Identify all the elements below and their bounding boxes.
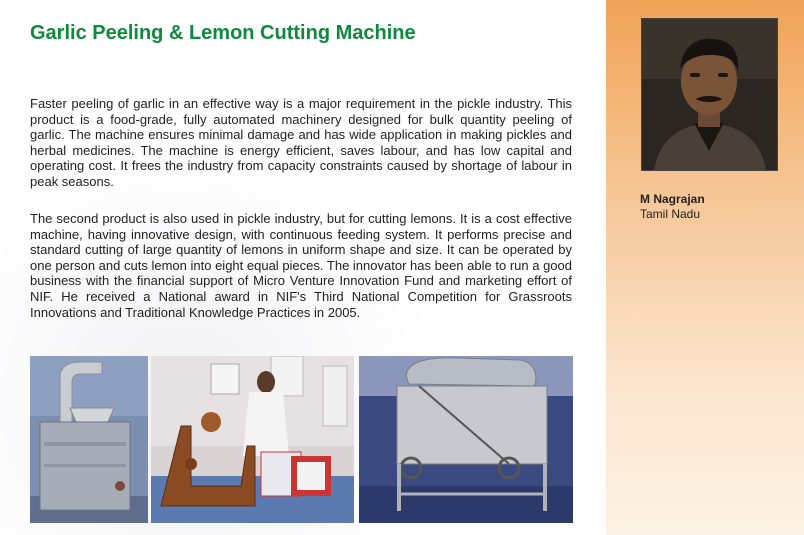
lemon-cutter-machine-photo xyxy=(359,356,573,523)
paragraph-lemon: The second product is also used in pickle industry, but for cutting lemons. It is a cost effective machine, having innovative design, with continuous feeding system. It performs precise and standard cutting of large quantity of lemons in uniform shape and size. It can be operated by one person and cuts lemon into eight equal pieces. The innovator has been able to run a good business with the financial support of Micro Venture Innovation Fund and marketing effort of NIF. He received a National award in NIF's Third National Competition for Grassroots Innovations and Traditional Knowledge Practices in 2005. xyxy=(30,211,572,320)
paragraph-garlic: Faster peeling of garlic in an effective way is a major requirement in the pickle industry. This product is a food-grade, fully automated machinery designed for bulk quantity peeling of garlic. The machine ensures minimal damage and has wide application in making pickles and herbal medicines. The machine is energy efficient, saves labour, and has low capital and operating cost. It frees the industry from capacity constraints caused by shortage of labour in peak seasons. xyxy=(30,96,572,189)
garlic-peeler-photo xyxy=(30,356,148,523)
page-title: Garlic Peeling & Lemon Cutting Machine xyxy=(30,22,416,44)
innovator-location: Tamil Nadu xyxy=(640,207,701,221)
innovator-portrait xyxy=(641,18,778,171)
lemon-cutter-demo-photo xyxy=(151,356,354,523)
innovator-name: M Nagrajan xyxy=(640,192,705,206)
